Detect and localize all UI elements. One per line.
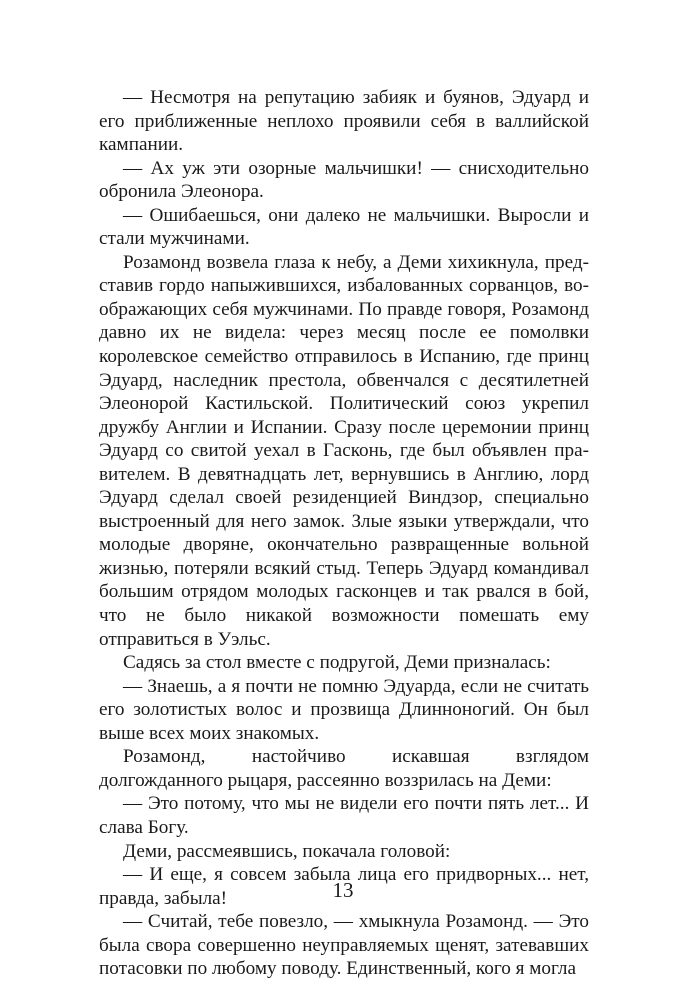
paragraph: Садясь за стол вместе с подругой, Деми призналась: <box>123 652 551 674</box>
paragraph: — И еще, я совсем забыла лица его придворных... нет, правда, забыла! <box>99 864 589 909</box>
paragraph: — Ах уж эти озорные мальчишки! — снисходительно обронила Элеонора. <box>99 157 589 203</box>
paragraph: — Считай, тебе повезло, — хмыкнула Розамонд. — Это была свора совершенно неуправляемых щенят, затевавших потасовки по любому поводу. Единственный, кого я могла <box>99 911 589 980</box>
paragraph: Деми, рассмеявшись, покачала головой: <box>123 840 451 862</box>
paragraph: — Несмотря на репутацию забияк и буянов, Эдуард и его приближенные неплохо проявили себя в валлийской кампании. <box>99 87 589 156</box>
page-body <box>99 86 589 981</box>
paragraph: — Знаешь, а я почти не помню Эдуарда, если не считать его золотистых волос и прозвища Длинноногий. Он был выше всех моих знакомых. <box>99 675 589 744</box>
paragraph: Розамонд, настойчиво искавшая взглядом долгожданного рыцаря, рассеянно воззрилась на Деми: <box>99 746 589 791</box>
paragraph: Розамонд возвела глаза к небу, а Деми хихикнула, представив гордо напыжившихся, избалованных сорванцов, воображающих себя мужчинами. По правде говоря, Розамонд давно их не видела: через месяц после ее помолвки королевское семейство отправилось в Испанию, где принц Эдуард, наследник престола, обвенчался с десятилетней Элеонорой Кастильской. Политический союз укрепил дружбу Англии и Испании. Сразу после церемонии принц Эдуард со свитой уехал в Гасконь, где был объявлен правителем. В девятнадцать лет, вернувшись в Англию, лорд Эдуард сделал своей резиденцией Виндзор, специально выстроенный для него замок. Злые языки утверждали, что молодые дворяне, окончательно развращенные вольной жизнью, потеряли всякий стыд. Теперь Эдуард командивал большим отрядом молодых гасконцев и так рвался в бой, что не было никакой возможности помешать ему отправиться в Уэльс. <box>99 251 589 650</box>
page-number: 13 <box>332 878 354 902</box>
paragraph: — Ошибаешься, они далеко не мальчишки. Выросли и стали мужчинами. <box>99 204 589 250</box>
paragraph: — Это потому, что мы не видели его почти пять лет... И слава Богу. <box>99 793 589 838</box>
